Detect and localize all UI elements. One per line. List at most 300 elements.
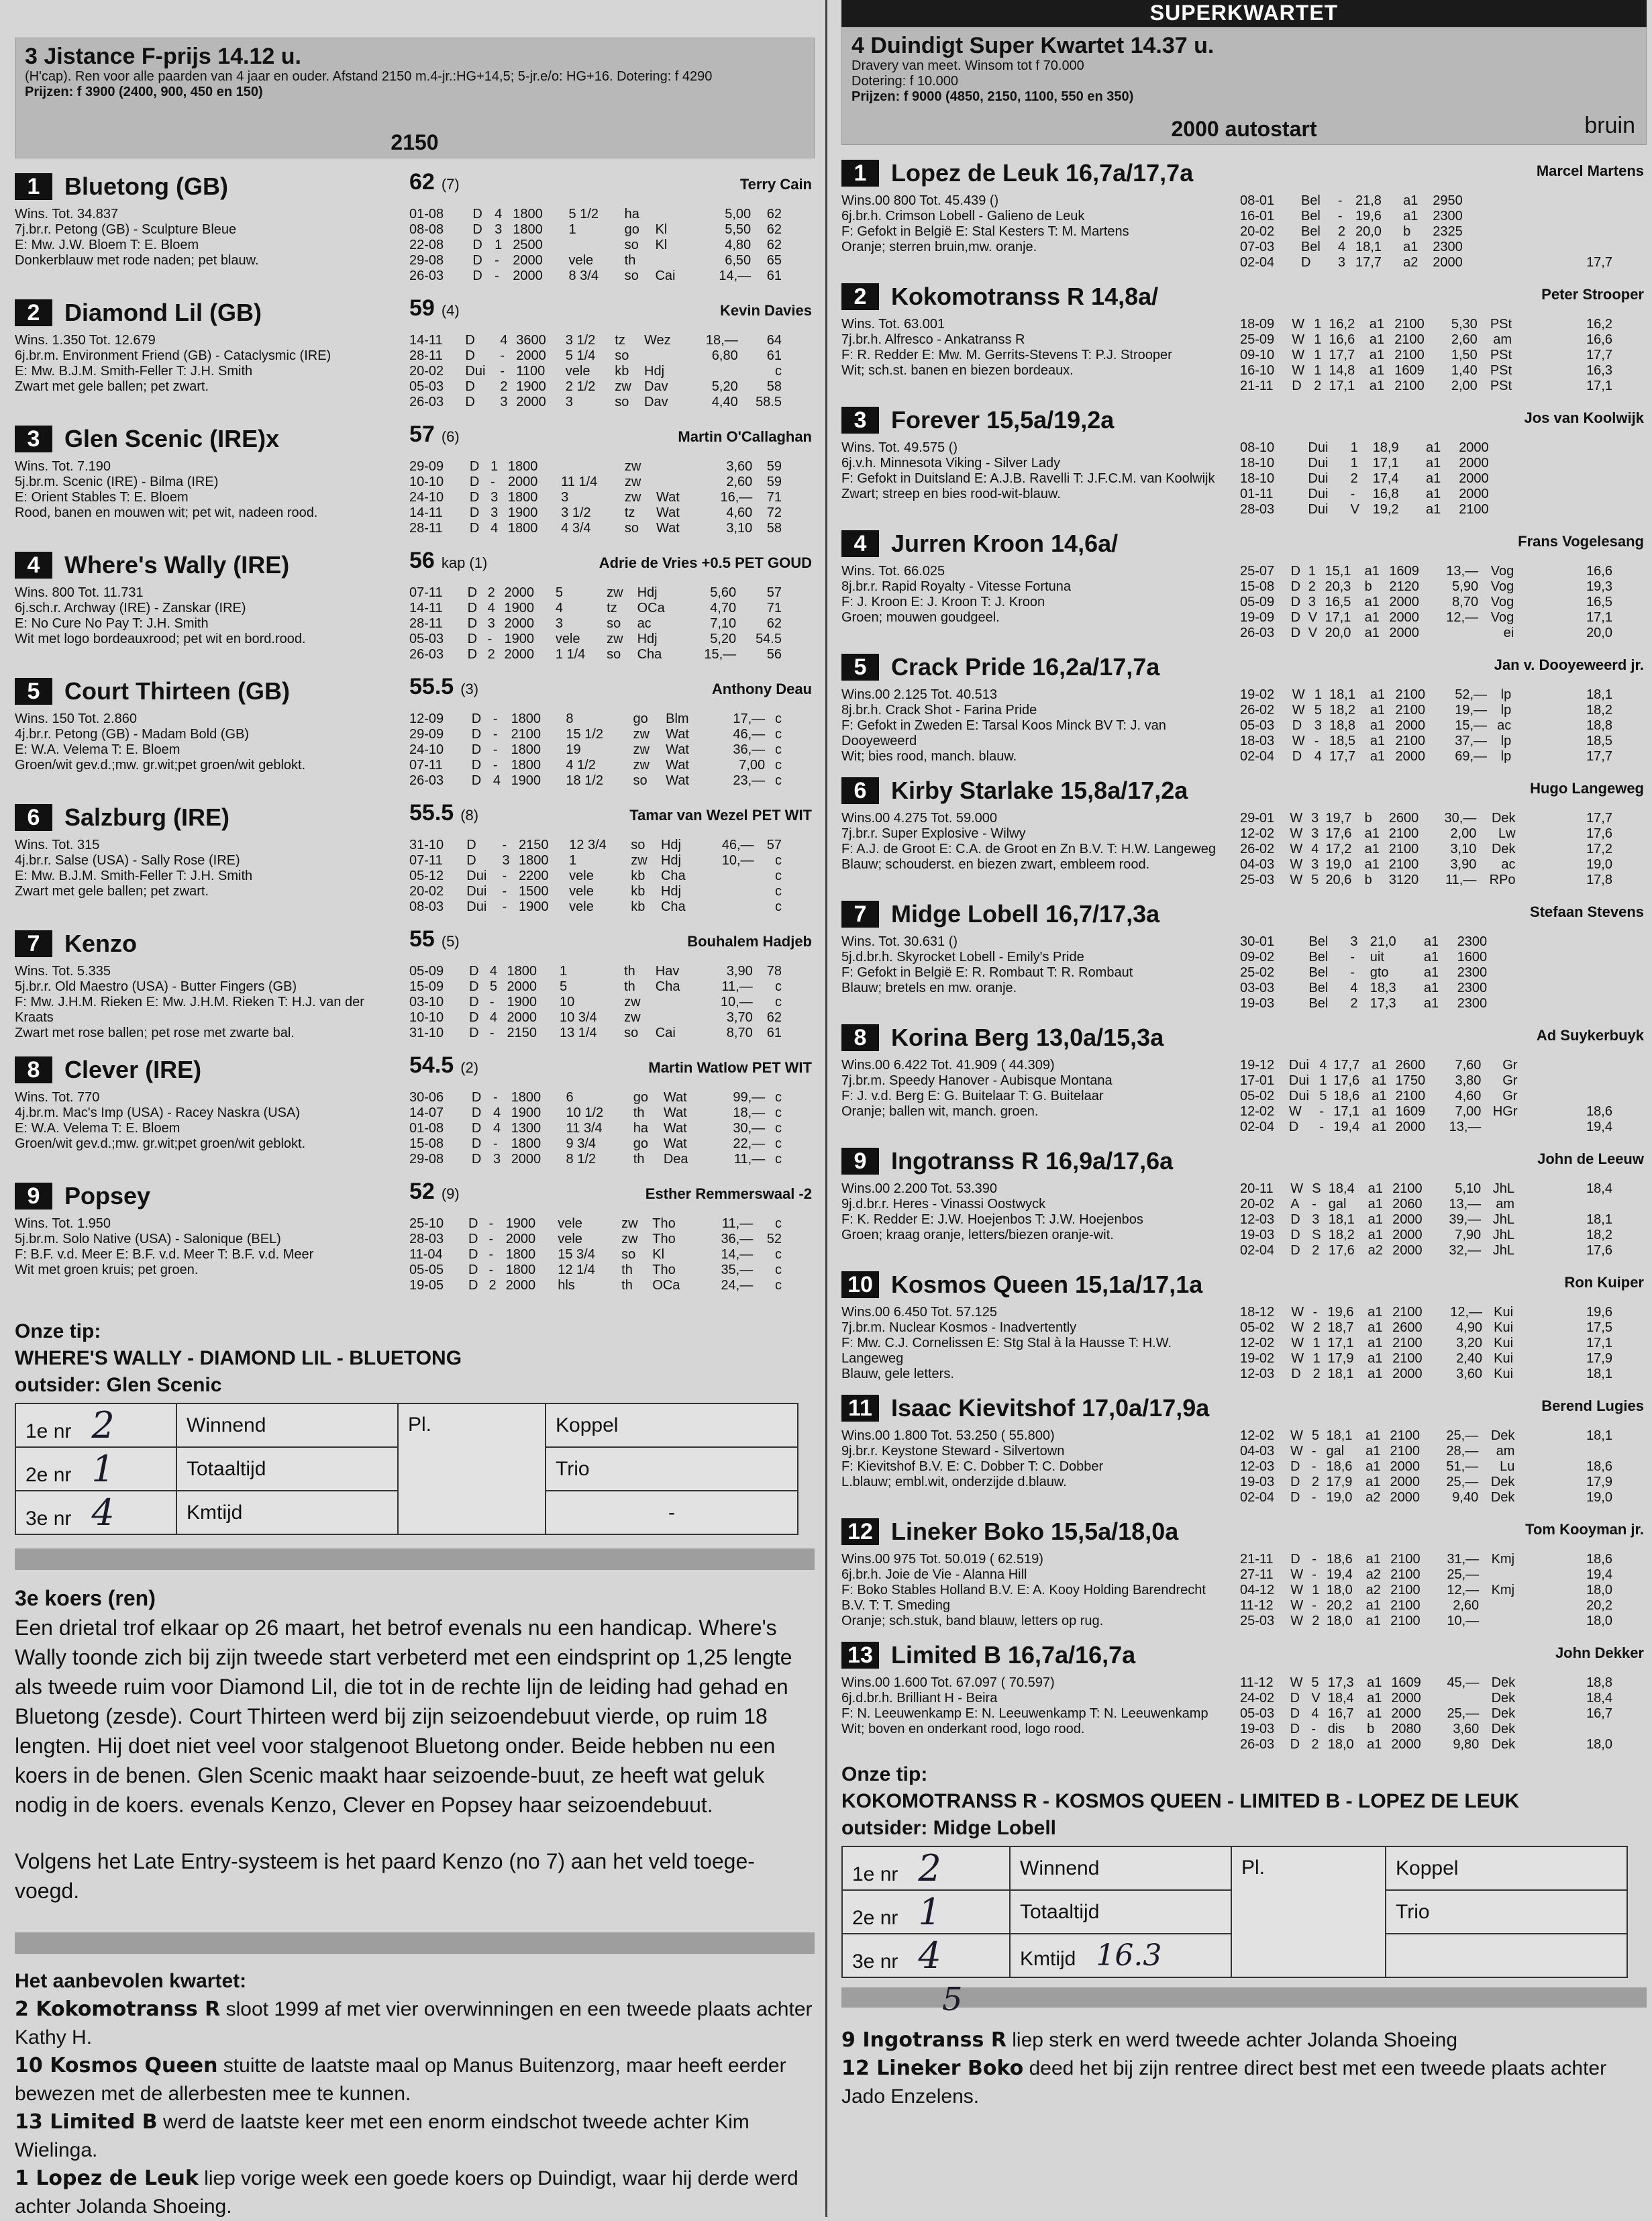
form-cell: - (493, 758, 498, 773)
form-row (409, 475, 785, 490)
form-cell: a1 (1369, 379, 1385, 393)
pl-cell[interactable]: Pl. (1231, 1846, 1386, 1977)
form-cell: a1 (1370, 703, 1386, 718)
form-cell: W (1290, 1567, 1304, 1582)
trio-cell[interactable]: Trio (1386, 1890, 1627, 1934)
row-2e-nr[interactable]: 2e nr 1 (842, 1890, 1010, 1934)
form-cell: 10,— (1447, 1614, 1480, 1628)
horse-info-line: F: Gefokt in Duitsland E: A.J.B. Ravelli T: J.F.C.M. van Koolwijk (841, 471, 1215, 486)
form-cell: 2000 (1390, 1490, 1421, 1505)
form-row (409, 395, 785, 410)
form-cell: D (469, 490, 480, 505)
form-cell: Dav (644, 379, 668, 394)
form-cell: 12-03 (1240, 1367, 1275, 1381)
form-cell: 4,70 (710, 601, 737, 615)
form-cell: 18,1 (1329, 687, 1355, 702)
form-cell: am (1496, 1197, 1515, 1212)
row-3e-nr[interactable]: 3e nr 4 (15, 1491, 176, 1534)
horse-number: 1 (15, 173, 52, 200)
form-cell: W (1290, 1583, 1304, 1597)
form-table (1240, 564, 1616, 641)
form-row (1240, 857, 1616, 873)
row-2e-nr[interactable]: 2e nr 1 (15, 1447, 176, 1491)
form-cell: c (775, 742, 782, 757)
form-row (1240, 1073, 1616, 1089)
form-cell: 19-03 (1240, 1722, 1275, 1736)
koppel-cell[interactable]: Koppel (1386, 1846, 1627, 1890)
form-cell (1518, 1444, 1522, 1459)
form-cell: c (775, 1136, 782, 1151)
form-cell (1482, 1598, 1518, 1614)
form-cell: - (491, 475, 495, 489)
left-column (15, 0, 815, 2217)
form-cell: 3600 (516, 333, 546, 348)
form-cell: 2150 (507, 1026, 537, 1040)
form-row (1240, 1228, 1616, 1243)
horse-number: 4 (841, 530, 879, 557)
kwartet-horse: 13 Limited B (15, 2110, 158, 2134)
form-cell: 12,— (1446, 610, 1479, 625)
form-cell: 10,— (721, 853, 754, 868)
form-cell (1492, 224, 1497, 240)
form-cell: 19-02 (1240, 687, 1275, 702)
form-cell: so (624, 268, 639, 283)
form-cell: 3 (1314, 718, 1322, 733)
horse-info-line: 8j.br.h. Crack Shot - Farina Pride (841, 703, 1037, 718)
form-cell: 19-05 (409, 1278, 444, 1293)
form-cell: 28-03 (409, 1232, 444, 1246)
form-table (1240, 687, 1616, 764)
form-cell (1525, 502, 1531, 517)
form-cell: - (1350, 487, 1355, 501)
form-cell (1525, 1073, 1616, 1089)
form-cell: D (472, 253, 482, 268)
horse-info-line: 4j.br.r. Petong (GB) - Madam Bold (GB) (15, 727, 250, 742)
form-cell: 2 (488, 1278, 497, 1293)
form-cell: 18,4 (1586, 1181, 1612, 1196)
form-cell: tz (615, 333, 625, 348)
form-cell: 17,7 (1586, 255, 1612, 270)
form-cell: Blm (666, 711, 689, 726)
form-cell (1518, 1552, 1522, 1567)
right-column (841, 0, 1647, 2217)
form-cell: 18,4 (1327, 1691, 1354, 1706)
form-cell (1503, 193, 1616, 209)
form-cell (1518, 1490, 1522, 1506)
form-cell: 2000 (1391, 1737, 1421, 1752)
form-cell: - (500, 364, 505, 379)
form-row (409, 899, 785, 915)
form-cell: 2 (487, 585, 495, 600)
winnend-cell[interactable]: Winnend (1010, 1846, 1231, 1890)
horse-name: Popsey (64, 1182, 151, 1210)
form-cell (1518, 1598, 1522, 1614)
form-cell: a1 (1369, 317, 1385, 332)
form-cell: lp (1500, 734, 1512, 748)
horse-info-line: Zwart met gele ballen; pet zwart. (15, 884, 209, 899)
form-row (1240, 1459, 1616, 1475)
form-cell (1516, 1351, 1521, 1367)
form-cell: 17,5 (1586, 1320, 1612, 1335)
form-cell: 23,— (733, 773, 766, 788)
horse-number: 9 (841, 1148, 879, 1175)
form-cell: 57 (766, 838, 782, 852)
kmtijd-cell[interactable]: Kmtijd (176, 1491, 398, 1534)
horse-entry (15, 422, 815, 552)
form-cell: 3 (1311, 811, 1319, 826)
form-cell: vele (569, 899, 594, 914)
totaaltijd-cell[interactable]: Totaaltijd (176, 1447, 398, 1491)
form-cell: W (1291, 1336, 1304, 1350)
pl-cell[interactable]: Pl. (398, 1403, 546, 1534)
form-cell (1518, 981, 1524, 996)
jockey-name: Tamar van Wezel PET WIT (629, 807, 812, 824)
form-cell: 3120 (1388, 873, 1419, 887)
form-row (1240, 348, 1616, 363)
form-cell (1435, 1691, 1482, 1706)
form-table (1240, 1058, 1616, 1135)
form-row (1240, 1320, 1616, 1336)
form-cell: so (624, 238, 639, 252)
form-cell: 62 (766, 616, 782, 631)
form-cell (1537, 456, 1616, 471)
form-cell: so (615, 395, 629, 409)
horse-info-line: Wit met groen kruis; pet groen. (15, 1263, 199, 1277)
horse-info (15, 207, 391, 268)
form-row (1240, 873, 1616, 888)
form-cell: 02-04 (1240, 1120, 1275, 1134)
form-row (409, 1090, 785, 1105)
horse-number: 6 (841, 777, 879, 804)
form-cell: 18,4 (1586, 1691, 1612, 1706)
form-cell: Wat (666, 742, 689, 757)
form-cell: 6,80 (711, 348, 738, 363)
form-cell: 1 (569, 853, 577, 868)
form-cell: W (1292, 332, 1305, 347)
form-cell: 29-08 (409, 1152, 444, 1167)
form-cell (1503, 209, 1616, 224)
row-3e-nr[interactable]: 3e nr 4 (842, 1934, 1010, 1977)
form-cell: 2000 (1391, 1706, 1421, 1721)
form-cell: 1800 (511, 1090, 541, 1105)
form-cell (1484, 1120, 1520, 1135)
form-cell: 6,50 (725, 253, 752, 268)
horse-name: Diamond Lil (GB) (64, 299, 262, 326)
form-cell: a1 (1365, 1552, 1381, 1567)
horse-entry (841, 901, 1647, 1024)
horse-info (15, 459, 391, 521)
form-cell: 2000 (513, 253, 543, 268)
form-cell: vele (569, 884, 594, 899)
form-cell: ha (633, 1121, 649, 1136)
empty-cell[interactable] (1386, 1934, 1627, 1977)
form-cell: 2000 (1392, 1212, 1423, 1227)
horse-info-line: Wins.00 1.800 Tot. 53.250 ( 55.800) (841, 1428, 1055, 1443)
trio-cell[interactable]: Trio (546, 1447, 798, 1491)
form-cell: 1300 (511, 1121, 541, 1136)
horse-info-line: Wins. 800 Tot. 11.731 (15, 585, 144, 600)
form-cell: am (1496, 1444, 1515, 1459)
form-cell: zw (624, 490, 641, 505)
form-cell: 3,60 (1453, 1722, 1480, 1736)
form-cell (1514, 718, 1519, 734)
horse-gate: (6) (441, 428, 460, 445)
form-cell: 04-12 (1240, 1583, 1275, 1597)
form-cell: ac (1501, 857, 1516, 872)
form-cell: 4 (493, 1121, 501, 1136)
dash-cell[interactable]: - (546, 1491, 798, 1534)
form-cell: 2 (1312, 1243, 1320, 1258)
form-cell: D (1290, 579, 1301, 594)
handwritten-number: 4 (918, 1934, 941, 1977)
form-cell: 25-03 (1240, 1614, 1275, 1628)
horse-info-line: F: R. Redder E: Mw. M. Gerrits-Stevens T: P.J. Strooper (841, 348, 1172, 362)
form-cell (568, 238, 624, 253)
form-cell: 05-09 (1240, 595, 1275, 609)
form-cell (1514, 749, 1519, 764)
jockey-name: Bouhalem Hadjeb (687, 933, 812, 950)
form-cell: D (471, 773, 482, 788)
row-1e-nr[interactable]: 1e nr 2 (15, 1403, 176, 1447)
form-cell: 02-04 (1240, 749, 1275, 764)
form-cell: 26-03 (1240, 626, 1275, 640)
horse-info-line: F: Gefokt in België E: Stal Kesters T: M. Martens (841, 224, 1129, 239)
form-cell (1531, 440, 1537, 456)
form-cell: 10,— (720, 995, 753, 1009)
horse-name: Midge Lobell 16,7/17,3a (891, 900, 1160, 928)
form-cell: 2 (1311, 1475, 1320, 1489)
form-cell: 2,60 (1453, 1598, 1480, 1613)
form-cell: 35,— (721, 1263, 754, 1277)
horse-info-line: 5j.br.r. Old Maestro (USA) - Butter Fingers (GB) (15, 979, 297, 994)
form-cell: Kui (1494, 1320, 1514, 1335)
tip-label: Onze tip: (15, 1320, 101, 1342)
form-cell (1498, 209, 1503, 224)
form-cell: V (1350, 502, 1359, 517)
form-cell: 5 (489, 979, 498, 994)
form-cell: 10-10 (409, 475, 444, 489)
form-row (1240, 193, 1616, 209)
form-cell (1536, 950, 1616, 965)
form-cell: D (1290, 1243, 1300, 1258)
form-cell: 3,20 (1456, 1336, 1483, 1350)
horse-info (841, 1675, 1217, 1737)
form-row (409, 333, 785, 348)
horse-number: 3 (15, 426, 52, 452)
form-cell: 2 (1311, 1737, 1319, 1752)
horse-info-line: Blauw; bretels en mw. oranje. (841, 981, 1017, 995)
form-cell: 7,10 (710, 616, 737, 631)
form-cell: 20-11 (1240, 1181, 1274, 1196)
form-cell: W (1292, 348, 1305, 362)
form-row (1240, 255, 1616, 270)
form-cell (1519, 811, 1524, 826)
form-cell: 29-09 (409, 459, 444, 474)
form-cell: D (467, 632, 478, 646)
form-cell: 31,— (1447, 1552, 1480, 1567)
form-cell: 71 (766, 490, 782, 505)
form-cell: 19,2 (1372, 502, 1399, 517)
form-cell: 1 (1314, 348, 1322, 362)
form-row (409, 742, 785, 758)
form-row (1240, 209, 1616, 224)
form-cell: Cai (655, 1026, 676, 1040)
form-cell: 2080 (1391, 1722, 1421, 1736)
form-cell: 09-10 (1240, 348, 1275, 362)
note-horse: 9 Ingotranss R (841, 2028, 1006, 2052)
form-cell: 3,90 (726, 964, 753, 979)
jockey-name: Terry Cain (739, 176, 812, 193)
form-cell: Dui (1308, 456, 1329, 471)
form-cell: vele (565, 364, 590, 379)
form-cell: 2 (1312, 1614, 1320, 1628)
form-row (1240, 1305, 1616, 1320)
form-cell: 54.5 (756, 632, 782, 646)
kmtijd-cell[interactable]: Kmtijd 16.3 (1010, 1934, 1231, 1977)
form-row (1240, 1104, 1616, 1120)
form-cell: Lw (1498, 826, 1516, 841)
form-cell: c (775, 1121, 782, 1136)
form-cell: 12-03 (1240, 1459, 1275, 1474)
form-cell: 1609 (1394, 363, 1425, 378)
form-cell: a1 (1367, 1181, 1383, 1196)
handwritten-number: 4 (91, 1491, 115, 1534)
horse-info-line: F: J. v.d. Berg E: G. Buitelaar T: G. Buitelaar (841, 1089, 1104, 1103)
form-cell: kb (615, 364, 629, 379)
form-cell: 36,— (733, 742, 766, 757)
form-cell: c (775, 995, 782, 1009)
form-cell: 19-12 (1240, 1058, 1275, 1073)
form-cell: 16,6 (1329, 332, 1355, 347)
form-cell: 18,1 (1328, 1212, 1355, 1227)
form-cell: 1 (491, 459, 499, 474)
tip-outsider: outsider: Glen Scenic (15, 1374, 222, 1396)
form-cell (1517, 626, 1522, 641)
race-dotering: Dotering: f 10.000 (851, 74, 958, 89)
form-cell: 2100 (1395, 687, 1426, 702)
form-cell: 11,— (733, 1152, 766, 1167)
form-cell: 20,2 (1326, 1598, 1353, 1613)
horse-weight: 56 kap (1) (409, 548, 488, 573)
form-cell: 16,2 (1586, 317, 1612, 332)
form-cell: D (1290, 610, 1301, 625)
jockey-name: John Dekker (1555, 1644, 1644, 1661)
horse-info (15, 964, 391, 1041)
form-cell: zw (624, 995, 641, 1009)
jockey-name: Ad Suykerbuyk (1536, 1027, 1644, 1044)
form-cell: - (1350, 950, 1355, 965)
form-cell: Vog (1490, 595, 1514, 609)
form-cell: 4 (500, 333, 508, 348)
form-cell: 18-10 (1240, 471, 1275, 486)
form-cell: Dek (1491, 811, 1516, 826)
form-cell: 04-03 (1240, 857, 1275, 872)
form-cell: 1800 (507, 521, 538, 536)
form-cell: Wat (663, 1136, 687, 1151)
form-cell: 3 (487, 616, 495, 631)
horse-gate: (7) (441, 176, 460, 193)
row-1e-nr[interactable]: 1e nr 2 (842, 1846, 1010, 1890)
form-cell: Cha (660, 899, 686, 914)
form-cell: a1 (1367, 1197, 1383, 1212)
form-cell: D (1290, 1552, 1300, 1567)
form-cell: W (1288, 1104, 1302, 1119)
form-cell: - (493, 711, 498, 726)
form-row (1240, 965, 1616, 981)
form-row (409, 268, 785, 284)
form-cell: - (502, 838, 507, 852)
form-cell (1525, 1058, 1616, 1073)
horse-entry (841, 283, 1647, 407)
koppel-cell[interactable]: Koppel (546, 1403, 798, 1447)
form-cell: 4 (555, 601, 563, 615)
form-cell: 1800 (505, 1263, 536, 1277)
form-cell (1486, 240, 1492, 255)
form-cell: Dui (1288, 1089, 1309, 1103)
form-cell: 25,— (1447, 1706, 1480, 1721)
form-cell: 4,90 (1456, 1320, 1483, 1335)
horse-info-line: Wins. Tot. 34.837 (15, 207, 119, 221)
form-cell: so (624, 521, 639, 536)
form-cell: 18,1 (1326, 1428, 1353, 1443)
winnend-cell[interactable]: Winnend (176, 1403, 398, 1447)
form-cell: 11,— (721, 979, 753, 994)
form-cell: 17,2 (1325, 842, 1352, 856)
form-cell: 2100 (1394, 332, 1425, 347)
form-cell: a2 (1403, 255, 1418, 270)
form-cell: so (621, 1247, 636, 1262)
form-cell: 5,90 (1452, 579, 1479, 594)
form-cell: 18 1/2 (566, 773, 603, 788)
horse-gate: (3) (460, 681, 479, 697)
form-cell: 2000 (507, 1010, 537, 1025)
form-cell: 64 (766, 333, 782, 348)
form-cell: a1 (1367, 1367, 1383, 1381)
form-cell: W (1292, 317, 1305, 332)
kwartet-item (15, 2052, 815, 2108)
form-cell: 2300 (1457, 981, 1488, 995)
form-row (1240, 1058, 1616, 1073)
form-cell: 5 (1311, 873, 1319, 887)
form-cell: Bel (1308, 950, 1329, 965)
form-cell: 2100 (1392, 1181, 1423, 1196)
form-cell: 46,— (721, 838, 754, 852)
form-cell: kb (631, 884, 646, 899)
form-cell: 1800 (505, 1247, 536, 1262)
form-cell: a1 (1426, 502, 1441, 517)
form-cell: - (488, 1216, 494, 1231)
form-cell (1492, 240, 1497, 255)
form-cell: a1 (1372, 1104, 1387, 1119)
form-cell: 1 (1312, 1336, 1321, 1350)
totaaltijd-cell[interactable]: Totaaltijd (1010, 1890, 1231, 1934)
form-row (1240, 811, 1616, 826)
form-cell: D (468, 1232, 478, 1246)
horse-info-line: Groen/wit gev.d.;mw. gr.wit;pet groen/wit geblokt. (15, 1136, 306, 1151)
form-cell: 15 3/4 (558, 1247, 595, 1262)
form-cell: 1 (1312, 1351, 1321, 1366)
form-cell: 21-11 (1240, 1552, 1274, 1567)
form-cell: Wat (663, 1105, 687, 1120)
form-cell: b (1364, 579, 1372, 594)
form-cell: 8 (566, 711, 574, 726)
form-cell (1537, 502, 1616, 517)
jockey-name: Martin Watlow PET WIT (648, 1059, 812, 1076)
form-cell: V (1311, 1691, 1321, 1706)
form-row (1240, 687, 1616, 703)
form-cell: 2000 (1395, 1120, 1426, 1134)
form-cell: D (465, 333, 475, 348)
